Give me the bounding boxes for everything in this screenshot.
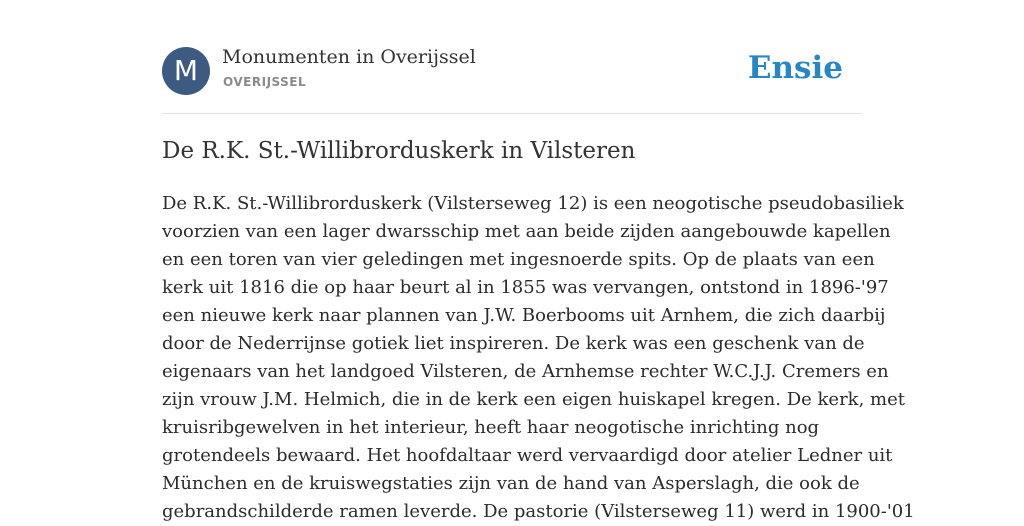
article-text-line: kruisribgewelven in het interieur, heeft haar neogotische inrichting nog: [162, 417, 820, 438]
article-text-line: kerk uit 1816 die op haar beurt al in 1855 was vervangen, ontstond in 1896-'97: [162, 277, 889, 298]
article-text-line: eigenaars van het landgoed Vilsteren, de Arnhemse rechter W.C.J.J. Cremers en: [162, 361, 889, 382]
book-avatar[interactable]: M: [162, 47, 210, 95]
article-text-line: en een toren van vier geledingen met ingesnoerde spits. Op de plaats van een: [162, 249, 875, 270]
article-text-line: München en de kruiswegstaties zijn van de hand van Asperslagh, die ook de: [162, 473, 860, 494]
article-title: De R.K. St.-Willibrorduskerk in Vilsteren: [162, 138, 636, 164]
article-body: [162, 190, 915, 526]
article-text-line: grotendeels bewaard. Het hoofdaltaar werd vervaardigd door atelier Ledner uit: [162, 445, 893, 466]
article-text-line: gebrandschilderde ramen leverde. De pastorie (Vilsterseweg 11) werd in 1900-'01: [162, 501, 915, 522]
article-text-line: zijn vrouw J.M. Helmich, die in de kerk een eigen huiskapel kregen. De kerk, met: [162, 389, 905, 410]
article-text-line: door de Nederrijnse gotiek liet inspireren. De kerk was een geschenk van de: [162, 333, 865, 354]
book-header: [162, 0, 862, 114]
article-text-line: De R.K. St.-Willibrorduskerk (Vilsterseweg 12) is een neogotische pseudobasiliek: [162, 193, 904, 214]
article-text-line: een nieuwe kerk naar plannen van J.W. Boerbooms uit Arnhem, die zich daarbij: [162, 305, 886, 326]
book-category[interactable]: OVERIJSSEL: [223, 75, 307, 89]
book-title-link[interactable]: Monumenten in Overijssel: [222, 46, 476, 68]
site-logo[interactable]: Ensie: [747, 50, 843, 86]
page-container: [162, 0, 915, 522]
article-text-line: voorzien van een lager dwarsschip met aan beide zijden aangebouwde kapellen: [162, 221, 891, 242]
